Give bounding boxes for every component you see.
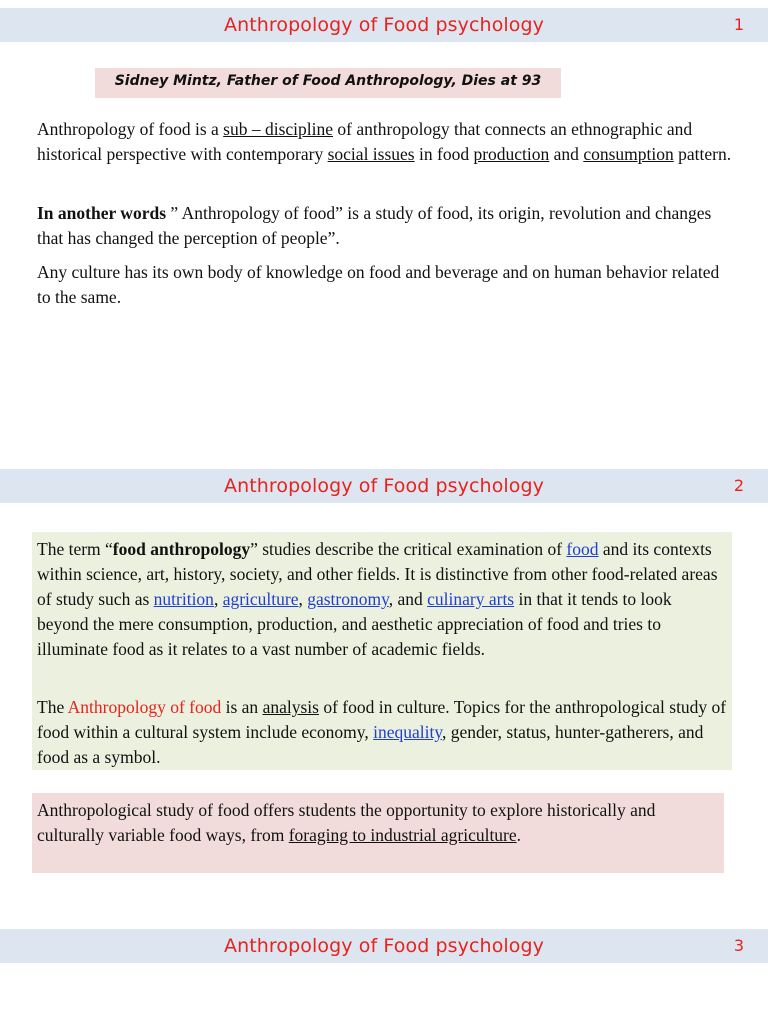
social-issues-term: social issues — [327, 144, 415, 164]
text-run: , — [298, 589, 308, 609]
analysis-term: analysis — [262, 697, 319, 717]
foraging-term: foraging to industrial agriculture — [288, 825, 517, 845]
highlight-term: Anthropology of food — [67, 697, 222, 717]
gastronomy-link[interactable]: gastronomy — [307, 589, 389, 609]
food-link[interactable]: food — [566, 539, 599, 559]
production-term: production — [473, 144, 550, 164]
text-run: , — [213, 589, 223, 609]
text-run: The — [37, 697, 68, 717]
slide-2-number: 2 — [733, 476, 744, 495]
slide-1-title: Anthropology of Food psychology — [223, 14, 545, 36]
slide-1-paragraph-3: Any culture has its own body of knowledge on food and beverage and on human behavior related to the same. — [37, 262, 720, 307]
slide-2-title: Anthropology of Food psychology — [223, 475, 545, 497]
text-run: is an — [221, 697, 263, 717]
text-run: in that it tends to look beyond the mere consumption, production, and aesthetic appreciation of food and tries to illuminate food as it relates to a vast number of academic fields. — [37, 589, 672, 659]
text-run: and — [549, 144, 584, 164]
culinary-arts-link[interactable]: culinary arts — [427, 589, 515, 609]
text-run: and its contexts within science, art, history, society, and other fields. It is distinctive from other food-related areas of study such as — [37, 539, 718, 609]
slide-1-number: 1 — [733, 15, 744, 34]
text-run: of food in culture. Topics for the anthropological study of food within a cultural system include economy, — [37, 697, 727, 742]
text-run: Anthropological study of food offers students the opportunity to explore historically and culturally variable food ways, from — [37, 800, 656, 845]
text-run: pattern. — [673, 144, 732, 164]
slide-3-title: Anthropology of Food psychology — [223, 935, 545, 957]
slide-2-paragraph-2 — [37, 695, 727, 770]
headline-box — [95, 68, 561, 98]
text-run: of anthropology that connects an ethnographic and historical perspective with contemporary — [37, 119, 693, 164]
slide-3-header — [0, 929, 768, 963]
bold-term: food anthropology — [112, 539, 251, 559]
slide-2-paragraph-3 — [37, 798, 717, 848]
sub-discipline-term: sub – discipline — [223, 119, 334, 139]
text-run: in food — [414, 144, 474, 164]
text-run: , and — [388, 589, 428, 609]
slide-3-number: 3 — [733, 936, 744, 955]
consumption-term: consumption — [583, 144, 674, 164]
nutrition-link[interactable]: nutrition — [153, 589, 214, 609]
text-run: . — [516, 825, 522, 845]
text-run: ” studies describe the critical examination of — [250, 539, 567, 559]
text-run: Anthropology of food is a — [37, 119, 224, 139]
agriculture-link[interactable]: agriculture — [222, 589, 299, 609]
text-run: ” Anthropology of food” is a study of food, its origin, revolution and changes that has changed the perception of people”. — [37, 203, 712, 248]
text-run: The term “ — [37, 539, 113, 559]
inequality-link[interactable]: inequality — [373, 722, 443, 742]
slide-2-paragraph-1 — [37, 537, 727, 662]
slide-1-paragraph-1 — [37, 117, 737, 167]
bold-lead: In another words — [37, 203, 167, 223]
slide-2-header — [0, 469, 768, 503]
headline-text: Sidney Mintz, Father of Food Anthropology, Dies at 93 — [114, 73, 542, 89]
slide-1-header — [0, 8, 768, 42]
text-run: , gender, status, hunter-gatherers, and food as a symbol. — [37, 722, 704, 767]
slide-1-paragraph-2 — [37, 201, 737, 251]
